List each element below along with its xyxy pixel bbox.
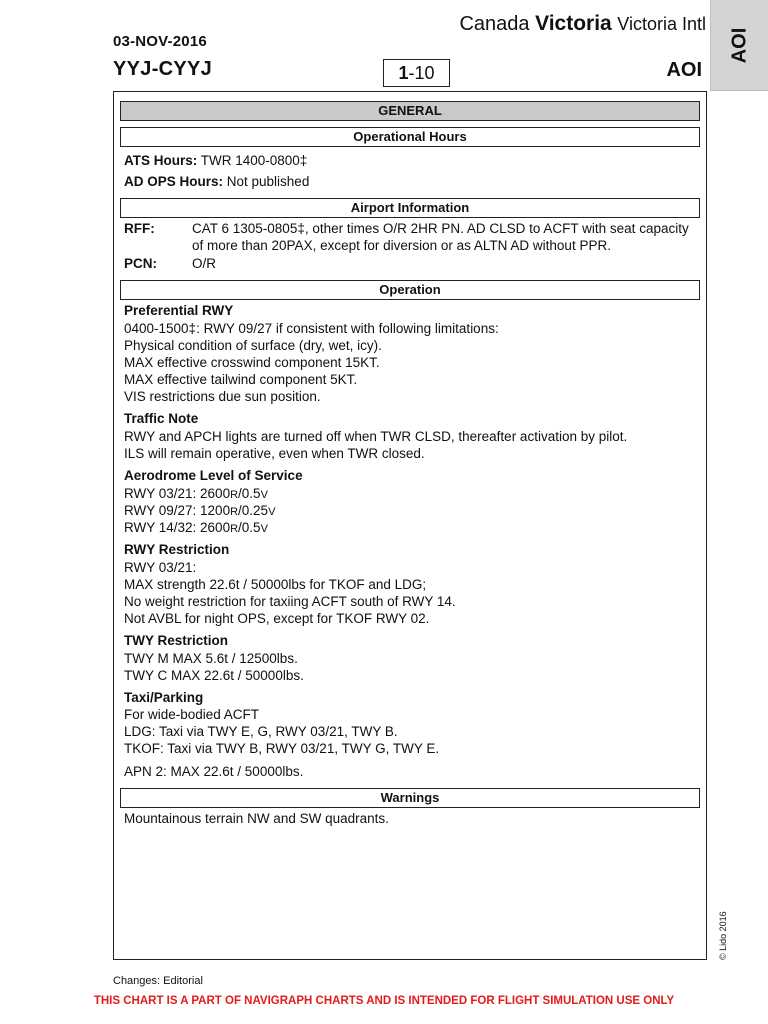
preferential-rwy-line: MAX effective crosswind component 15KT. — [124, 355, 380, 370]
twy-restriction-line: TWY C MAX 22.6t / 50000lbs. — [124, 668, 304, 683]
section-tab[interactable] — [710, 0, 768, 91]
twy-restriction-title: TWY Restriction — [124, 633, 229, 648]
airport-location — [459, 12, 706, 36]
rwy-restriction-line: MAX strength 22.6t / 50000lbs for TKOF and LDG; — [124, 577, 427, 592]
warnings-heading: Warnings — [120, 788, 700, 808]
rff-value: CAT 6 1305-0805‡, other times O/R 2HR PN. AD CLSD to ACFT with seat capacity of more than 20PAX, except for diversion or as ALTN AD without PPR. — [192, 221, 689, 253]
airport-name: Victoria Intl — [617, 14, 706, 34]
operation-heading: Operation — [120, 280, 700, 300]
page-number-prefix: 1 — [398, 62, 409, 83]
preferential-rwy-line: Physical condition of surface (dry, wet, icy). — [124, 338, 382, 353]
operational-hours-heading: Operational Hours — [120, 127, 700, 147]
los-v: V — [260, 489, 268, 501]
copyright-notice — [718, 911, 748, 980]
aerodrome-los-title: Aerodrome Level of Service — [124, 468, 303, 483]
chart-date: 03-NOV-2016 — [113, 33, 207, 50]
airport-ident: YYJ-CYYJ — [113, 58, 213, 80]
rwy-restriction-line: Not AVBL for night OPS, except for TKOF RWY 02. — [124, 611, 430, 626]
los-mid: /0.25 — [238, 503, 269, 518]
los-r: R — [230, 489, 239, 501]
los-rwy: RWY 03/21: 2600 — [124, 486, 231, 501]
adops-hours-value: Not published — [223, 174, 310, 189]
rff-label: RFF: — [124, 221, 155, 236]
los-rwy: RWY 14/32: 2600 — [124, 520, 231, 535]
simulation-disclaimer: THIS CHART IS A PART OF NAVIGRAPH CHARTS AND IS INTENDED FOR FLIGHT SIMULATION USE ONLY — [93, 995, 675, 1007]
pcn-value: O/R — [192, 256, 217, 271]
rwy-restriction-title: RWY Restriction — [124, 542, 230, 557]
los-v: V — [260, 523, 268, 535]
traffic-note-line: RWY and APCH lights are turned off when TWR CLSD, thereafter activation by pilot. — [124, 429, 628, 444]
airport-information-heading: Airport Information — [120, 198, 700, 218]
page-number-suffix: -10 — [408, 62, 435, 83]
ats-hours-row — [124, 152, 307, 169]
preferential-rwy-line: VIS restrictions due sun position. — [124, 389, 321, 404]
country-name: Canada — [459, 13, 530, 35]
traffic-note-line: ILS will remain operative, even when TWR closed. — [124, 446, 425, 461]
ats-hours-label: ATS Hours: — [124, 153, 198, 168]
section-tab-label: AOI — [728, 27, 751, 63]
page-number-box — [383, 59, 450, 87]
taxi-parking-title: Taxi/Parking — [124, 690, 204, 705]
general-heading: GENERAL — [120, 101, 700, 121]
aerodrome-los-row — [124, 519, 268, 538]
adops-hours-row — [124, 173, 309, 190]
taxi-parking-line: LDG: Taxi via TWY E, G, RWY 03/21, TWY B. — [124, 724, 398, 739]
warnings-text: Mountainous terrain NW and SW quadrants. — [124, 811, 389, 826]
apn-restriction: APN 2: MAX 22.6t / 50000lbs. — [124, 764, 304, 779]
content-frame — [113, 91, 707, 960]
rwy-restriction-line: RWY 03/21: — [124, 560, 197, 575]
los-mid: /0.5 — [238, 520, 261, 535]
twy-restriction-line: TWY M MAX 5.6t / 12500lbs. — [124, 651, 298, 666]
ats-hours-value: TWR 1400-0800‡ — [197, 153, 308, 168]
taxi-parking-line: TKOF: Taxi via TWY B, RWY 03/21, TWY G, TWY E. — [124, 741, 440, 756]
traffic-note-title: Traffic Note — [124, 411, 199, 426]
city-name: Victoria — [535, 12, 612, 35]
section-code: AOI — [666, 59, 702, 81]
preferential-rwy-line: MAX effective tailwind component 5KT. — [124, 372, 358, 387]
changes-note: Changes: Editorial — [113, 975, 203, 987]
rwy-restriction-line: No weight restriction for taxiing ACFT south of RWY 14. — [124, 594, 456, 609]
los-mid: /0.5 — [238, 486, 261, 501]
los-r: R — [230, 506, 239, 518]
taxi-parking-line: For wide-bodied ACFT — [124, 707, 260, 722]
los-r: R — [230, 523, 239, 535]
pcn-label: PCN: — [124, 256, 157, 271]
adops-hours-label: AD OPS Hours: — [124, 174, 224, 189]
los-rwy: RWY 09/27: 1200 — [124, 503, 231, 518]
copyright-text: © Lido 2016 — [718, 911, 728, 960]
preferential-rwy-title: Preferential RWY — [124, 303, 234, 318]
los-v: V — [268, 506, 276, 518]
preferential-rwy-line: 0400-1500‡: RWY 09/27 if consistent with following limitations: — [124, 321, 499, 336]
